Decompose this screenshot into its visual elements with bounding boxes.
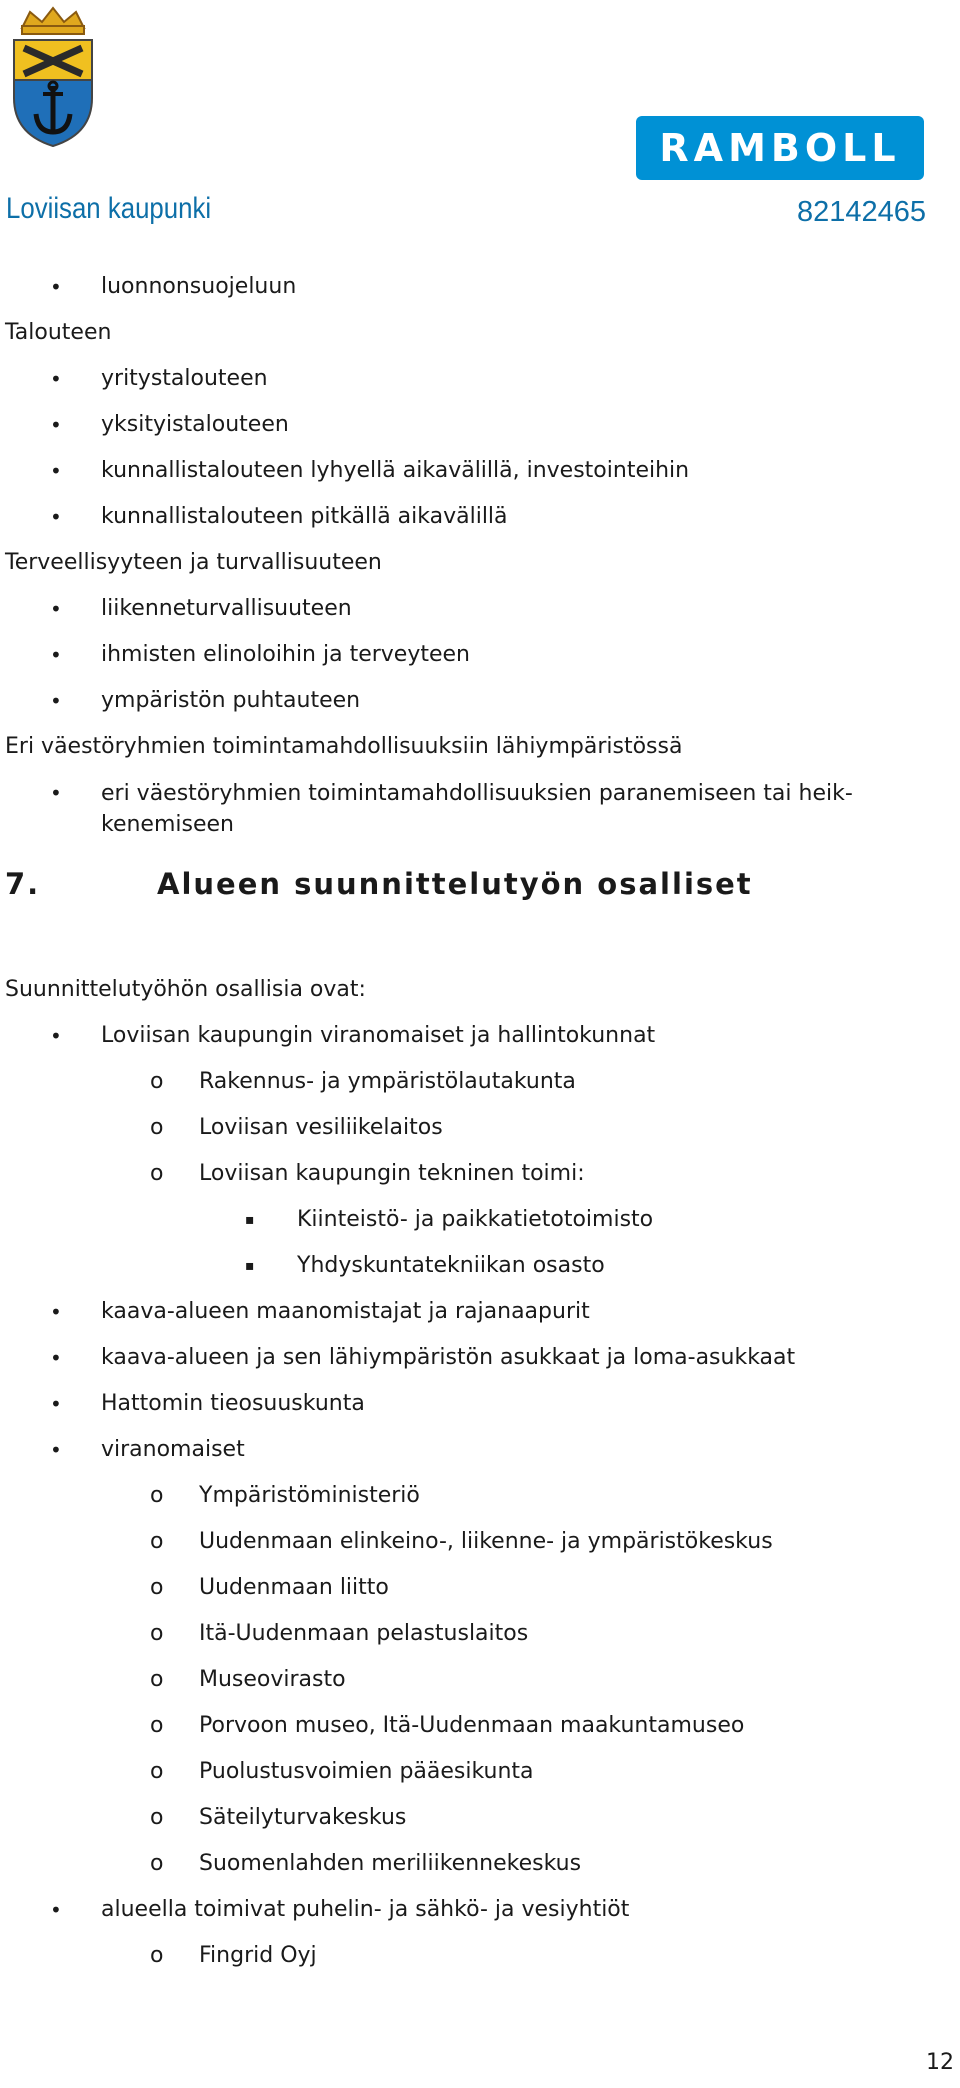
list-item-text: liikenneturvallisuuteen [101,596,352,621]
bullet-icon: o [150,1759,164,1784]
list-item-text: Ympäristöministeriö [199,1483,420,1508]
list-item-text: Uudenmaan elinkeino-, liikenne- ja ympäristökeskus [199,1529,773,1554]
bullet-icon: o [150,1575,164,1600]
list-item-text: viranomaiset [101,1437,245,1462]
bullet-icon: • [50,1346,62,1370]
list-item-text: Loviisan kaupungin tekninen toimi: [199,1161,585,1186]
list-item-text: ihmisten elinoloihin ja terveyteen [101,642,471,667]
paragraph [0,310,940,356]
list-item [0,356,940,402]
list-item [0,1749,940,1795]
section-heading [0,847,940,967]
list-item-text: kaava-alueen maanomistajat ja rajanaapurit [101,1299,590,1324]
bullet-icon: • [50,505,62,529]
document-number: 82142465 [796,196,926,228]
list-item-text: Suunnittelutyöhön osallisia ovat: [5,977,366,1002]
list-item [0,1657,940,1703]
bullet-icon: o [150,1805,164,1830]
bullet-icon: o [150,1621,164,1646]
bullet-icon: ▪ [245,1258,255,1274]
list-item-text: Puolustusvoimien pääesikunta [199,1759,534,1784]
bullet-icon: • [50,275,62,299]
list-item-text: Kiinteistö- ja paikkatietotoimisto [297,1207,654,1232]
list-item [0,1473,940,1519]
list-item [0,264,940,310]
list-item-text: Rakennus- ja ympäristölautakunta [199,1069,576,1094]
list-item-text: luonnonsuojeluun [101,274,297,299]
client-name: Loviisan kaupunki [6,192,212,225]
list-item-text: Terveellisyyteen ja turvallisuuteen [5,550,382,575]
list-item-text: Uudenmaan liitto [199,1575,389,1600]
list-item [0,494,940,540]
list-item-text: Yhdyskuntatekniikan osasto [297,1253,605,1278]
list-item [0,1243,940,1289]
list-item-text: Itä-Uudenmaan pelastuslaitos [199,1621,529,1646]
bullet-icon: • [50,1898,62,1922]
bullet-icon: • [50,597,62,621]
bullet-icon: • [50,1438,62,1462]
list-item-text: alueella toimivat puhelin- ja sähkö- ja vesiyhtiöt [101,1897,630,1922]
list-item-text: Loviisan vesiliikelaitos [199,1115,443,1140]
bullet-icon: • [50,689,62,713]
bullet-icon: o [150,1851,164,1876]
list-item [0,402,940,448]
list-item-text: yritystalouteen [101,366,268,391]
bullet-icon: o [150,1115,164,1140]
list-item [0,1519,940,1565]
bullet-icon: • [50,459,62,483]
list-item-text: eri väestöryhmien toimintamahdollisuuksien paranemiseen tai heik-kenemiseen [101,781,853,837]
list-item-text: Talouteen [5,320,112,345]
bullet-icon: o [150,1943,164,1968]
bullet-icon: • [50,367,62,391]
list-item-text: ympäristön puhtauteen [101,688,361,713]
bullet-icon: o [150,1713,164,1738]
list-item [0,1565,940,1611]
list-item-text: kunnallistalouteen pitkällä aikavälillä [101,504,508,529]
page-number: 12 [926,2050,954,2075]
list-item [0,1611,940,1657]
bullet-icon: • [50,781,62,805]
list-item-text: Museovirasto [199,1667,346,1692]
bullet-icon: ▪ [245,1212,255,1228]
list-item [0,586,940,632]
bullet-icon: o [150,1529,164,1554]
list-item-text: Suomenlahden meriliikennekeskus [199,1851,582,1876]
section-title: Alueen suunnittelutyön osalliset [157,867,753,901]
list-item [0,1841,940,1887]
document-body [0,264,940,1979]
list-item [0,1105,940,1151]
list-item [0,1887,940,1933]
list-item [0,1013,940,1059]
bullet-icon: • [50,1392,62,1416]
list-item-text: Fingrid Oyj [199,1943,317,1968]
list-item [0,1197,940,1243]
list-item [0,1335,940,1381]
list-item-text: Säteilyturvakeskus [199,1805,407,1830]
bullet-icon: • [50,1024,62,1048]
list-item [0,1427,940,1473]
list-item-text: Eri väestöryhmien toimintamahdollisuuksiin lähiympäristössä [5,734,683,759]
bullet-icon: • [50,1300,62,1324]
list-item [0,1381,940,1427]
list-item [0,1151,940,1197]
list-item [0,1703,940,1749]
list-item [0,632,940,678]
bullet-icon: o [150,1161,164,1186]
bullet-icon: o [150,1069,164,1094]
bullet-icon: o [150,1483,164,1508]
city-crest-icon [8,6,98,148]
list-item [0,1933,940,1979]
paragraph [0,724,940,770]
bullet-icon: o [150,1667,164,1692]
ramboll-logo: RAMBOLL [636,116,924,180]
paragraph [0,540,940,586]
list-item-text: Loviisan kaupungin viranomaiset ja hallintokunnat [101,1023,656,1048]
bullet-icon: • [50,413,62,437]
list-item-text: Hattomin tieosuuskunta [101,1391,365,1416]
list-item [0,678,940,724]
list-item [0,770,940,847]
list-item [0,1795,940,1841]
list-item-text: Porvoon museo, Itä-Uudenmaan maakuntamuseo [199,1713,745,1738]
bullet-icon: • [50,643,62,667]
list-item-text: kunnallistalouteen lyhyellä aikavälillä, investointeihin [101,458,690,483]
list-item [0,1289,940,1335]
list-item [0,1059,940,1105]
section-number: 7. [5,867,41,901]
paragraph [0,967,940,1013]
list-item-text: kaava-alueen ja sen lähiympäristön asukkaat ja loma-asukkaat [101,1345,796,1370]
list-item [0,448,940,494]
list-item-text: yksityistalouteen [101,412,289,437]
